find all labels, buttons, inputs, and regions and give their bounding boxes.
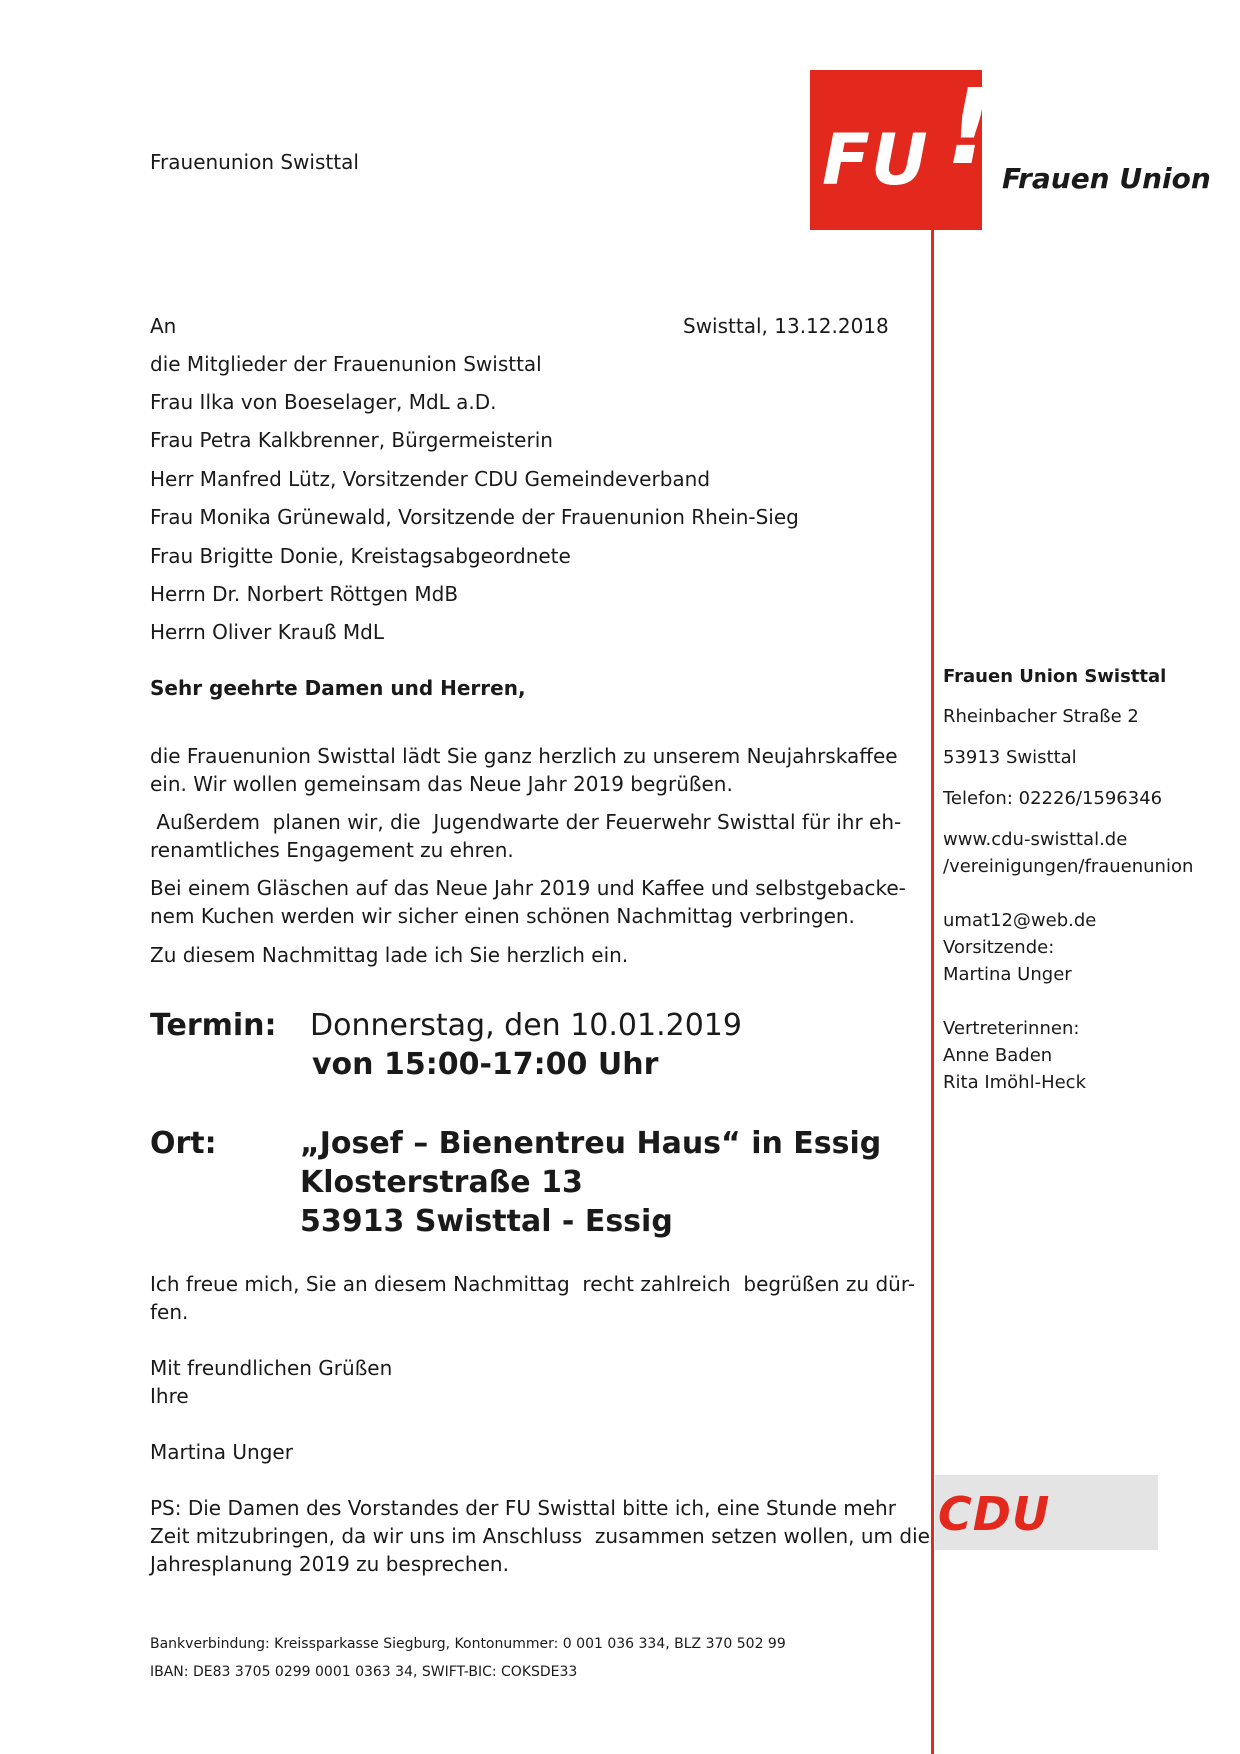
body-line: nem Kuchen werden wir sicher einen schönen Nachmittag verbringen. [150, 904, 855, 928]
sidebar-chair-name: Martina Unger [943, 964, 1072, 985]
ps-line: Jahresplanung 2019 zu besprechen. [150, 1552, 509, 1576]
signature-name: Martina Unger [150, 1440, 293, 1464]
body-line: die Frauenunion Swisttal lädt Sie ganz herzlich zu unserem Neujahrskaffee [150, 744, 898, 768]
address-to: An [150, 314, 177, 338]
sidebar-rep: Anne Baden [943, 1045, 1053, 1066]
sidebar-org: Frauen Union Swisttal [943, 666, 1167, 687]
footer-iban: IBAN: DE83 3705 0299 0001 0363 34, SWIFT-BIC: COKSDE33 [150, 1664, 578, 1680]
greeting: Sehr geehrte Damen und Herren, [150, 676, 526, 700]
fu-logo-letters: FU [822, 119, 929, 201]
sidebar-reps-label: Vertreterinnen: [943, 1018, 1080, 1039]
body-line: Zu diesem Nachmittag lade ich Sie herzlich ein. [150, 943, 629, 967]
sidebar-website-path[interactable]: /vereinigungen/frauenunion [943, 856, 1194, 877]
sidebar-chair-label: Vorsitzende: [943, 937, 1055, 958]
place-date: Swisttal, 13.12.2018 [683, 314, 889, 338]
fu-logo-name: Frauen Union [1002, 162, 1211, 195]
cdu-logo-text: CDU [938, 1487, 1051, 1541]
ps-line: Zeit mitzubringen, da wir uns im Anschluss zusammen setzen wollen, um die [150, 1524, 930, 1548]
recipient-line: Frau Monika Grünewald, Vorsitzende der Frauenunion Rhein-Sieg [150, 505, 799, 529]
termin-time: von 15:00-17:00 Uhr [312, 1047, 659, 1082]
termin-date: Donnerstag, den 10.01.2019 [310, 1008, 742, 1043]
fu-logo-exclamation: ! [946, 66, 994, 188]
regards: Mit freundlichen Grüßen [150, 1356, 393, 1380]
ort-label: Ort: [150, 1126, 217, 1161]
recipient-line: Frau Brigitte Donie, Kreistagsabgeordnete [150, 544, 571, 568]
body-line: Bei einem Gläschen auf das Neue Jahr 2019 und Kaffee und selbstgebacke- [150, 876, 906, 900]
body-line: renamtliches Engagement zu ehren. [150, 838, 514, 862]
sidebar-website[interactable]: www.cdu-swisttal.de [943, 829, 1128, 850]
sidebar-email[interactable]: umat12@web.de [943, 910, 1097, 931]
closing-line: Ich freue mich, Sie an diesem Nachmittag recht zahlreich begrüßen zu dür- [150, 1272, 915, 1296]
recipient-line: Frau Petra Kalkbrenner, Bürgermeisterin [150, 428, 553, 452]
termin-label: Termin: [150, 1008, 277, 1043]
body-line: Außerdem planen wir, die Jugendwarte der Feuerwehr Swisttal für ihr eh- [150, 810, 902, 834]
ort-line: 53913 Swisttal - Essig [300, 1204, 673, 1239]
ort-line: „Josef – Bienentreu Haus“ in Essig [300, 1126, 882, 1161]
sender-line: Frauenunion Swisttal [150, 150, 359, 174]
yours: Ihre [150, 1384, 189, 1408]
sidebar-phone: Telefon: 02226/1596346 [943, 788, 1163, 809]
recipient-line: die Mitglieder der Frauenunion Swisttal [150, 352, 542, 376]
body-line: ein. Wir wollen gemeinsam das Neue Jahr 2019 begrüßen. [150, 772, 733, 796]
recipient-line: Herrn Oliver Krauß MdL [150, 620, 385, 644]
recipient-line: Herr Manfred Lütz, Vorsitzender CDU Gemeindeverband [150, 467, 711, 491]
red-vertical-rule [931, 230, 934, 1754]
ps-line: PS: Die Damen des Vorstandes der FU Swisttal bitte ich, eine Stunde mehr [150, 1496, 896, 1520]
closing-line: fen. [150, 1300, 189, 1324]
footer-bank: Bankverbindung: Kreissparkasse Siegburg, Kontonummer: 0 001 036 334, BLZ 370 502 99 [150, 1636, 786, 1652]
sidebar-city: 53913 Swisttal [943, 747, 1077, 768]
sidebar-rep: Rita Imöhl-Heck [943, 1072, 1087, 1093]
ort-line: Klosterstraße 13 [300, 1165, 583, 1200]
sidebar-street: Rheinbacher Straße 2 [943, 706, 1139, 727]
recipient-line: Herrn Dr. Norbert Röttgen MdB [150, 582, 459, 606]
recipient-line: Frau Ilka von Boeselager, MdL a.D. [150, 390, 497, 414]
